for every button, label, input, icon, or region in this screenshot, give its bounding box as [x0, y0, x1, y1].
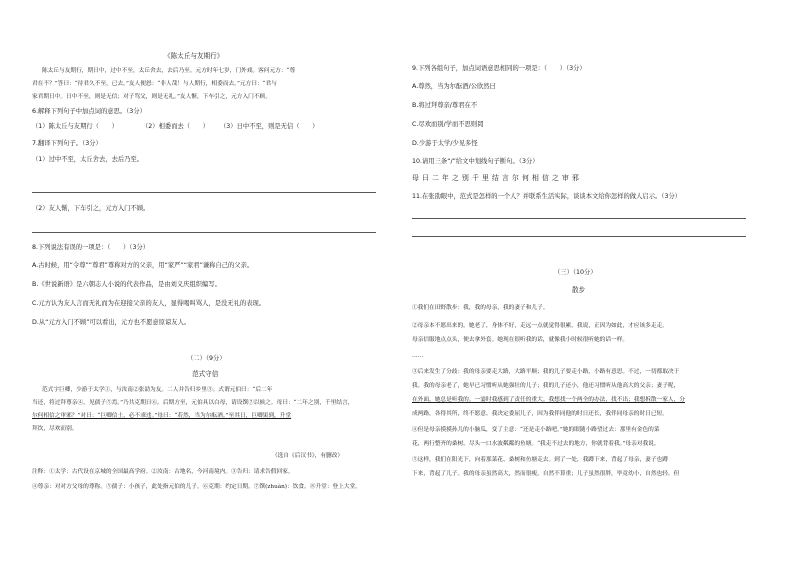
question-11: 11.在张劭眼中，范式是怎样的一个人？并联系生活实际，谈谈本文给你怎样的做人启示。（3分）	[412, 193, 682, 200]
passage-3-para: 我。我的母亲老了，她早已习惯听从她强壮的儿子；我的儿子还小，他还习惯听从他高大的父亲；妻子呢，	[412, 383, 680, 389]
passage-3-para: ③后来发生了分歧：我的母亲要走大路，大路平顺；我的儿子要走小路，小路有意思。不过，一切都取决于	[412, 369, 680, 375]
passage-3-para: ④但是母亲摸摸孙儿的小脑瓜，变了主意：“还是走小路吧。”她的眼随小路望过去：那里有金色的菜	[412, 427, 660, 433]
q7-sentence-1: （1）过中不至，太丘舍去，去后乃至。	[32, 156, 144, 163]
q8-option-b: B.《世说新语》是六朝志人小说的代表作品，是由刘义庆组织编写。	[32, 281, 221, 288]
q6-item: （1）陈太丘与友期行（ ）	[32, 123, 118, 130]
section-3-heading: （三）（10分）	[554, 269, 597, 276]
passage-2-line: 当还，将过拜尊亲④，见孺子⑤焉。”乃共克期日⑥。后期方至，元伯具以白母，请设馔⑦以候之。母曰：“二年之别，千里结言，	[32, 400, 354, 406]
passage-3-para: 成两路，各得其所，终不愿意。我决定委屈儿子，因为我伴同他的时日还长，我伴同母亲的时日已短。	[412, 411, 668, 417]
passage-3-title: 散步	[572, 286, 586, 294]
annotation-line: 注释：①太学：古代设在京城的全国最高学府。②汝南：古地名，今河南境内。③告归：请求告假回家。	[32, 469, 294, 475]
passage-2-line: 拜饮，尽欢而别。	[32, 426, 78, 432]
passage-2-line: 尔何相信之审邪？”对曰：“巨卿信士，必不乖违。”母曰：“若然，当为尔酝酒。”至其日，巨卿果到，升堂	[32, 413, 292, 419]
source-note: （选自《后汉书》，有删改）	[272, 453, 344, 459]
passage-line: 家君期日中。日中不至，则是无信；对子骂父，则是无礼。”友人惭，下车引之，元方入门不顾。	[32, 94, 271, 100]
question-9: 9.下列各组句子，加点词语意思相同的一项是：（ ）（3分）	[412, 65, 586, 72]
q9-option-b: B.将过拜尊亲/尊君在不	[412, 102, 478, 109]
answer-line	[32, 232, 376, 233]
passage-3-para: ②母亲本不愿出来的。她老了，身体不好，走远一点就觉得很累。我说，正因为如此，才应该多走走。	[412, 323, 668, 329]
answer-line	[412, 218, 746, 219]
answer-line	[412, 236, 746, 237]
passage-3-para: 母亲信服地点点头，便去拿外套。她现在很听我的话，就像我小时候很听她的话一样。	[412, 337, 629, 343]
passage-3-para: 在外面，她总是听我的。一霎时我感到了责任的重大。我想找一个两全的办法，找不出；我想拆散一家人，分	[412, 397, 685, 403]
passage-3-para: ……	[412, 353, 424, 359]
passage-line: 君在不？”答曰：“待君久不至，已去。”友人便怒：“非人哉！与人期行，相委而去。”元方曰：“君与	[32, 81, 277, 87]
q8-option-a: A.古时候，用“令尊”“尊君”尊称对方的父亲，用“家严”“家君”谦称自己的父亲。	[32, 262, 254, 269]
q8-option-c: C.元方认为友人言而无礼而为在迎接父亲的友人，显得喝叫骂人，是没无礼的表现。	[32, 300, 266, 307]
passage-2-line: 范式字巨卿，少游于太学①，与汝南②张劭为友。二人并告归乡里③。式谓元伯曰：“后二年	[42, 387, 273, 393]
q9-option-a: A.尊然，当为尔酝酒/公欣然曰	[412, 83, 496, 90]
q9-option-c: C.尽欢而别/学而不思则罔	[412, 121, 484, 128]
question-10: 10.请用三条“/”给文中划线句子断句。（3分）	[412, 158, 539, 165]
passage-2-title: 范式守信	[192, 370, 219, 378]
question-7: 7.翻译下列句子。（3分）	[32, 140, 102, 147]
q8-option-d: D.从“元方入门不顾”可以看出，元方也不愿意原谅友人。	[32, 319, 191, 326]
passage-title: 《陈太丘与友期行》	[164, 52, 224, 60]
q10-sentence: 母曰二年之别千里结言尔何相信之审邪	[412, 174, 582, 182]
section-2-heading: （二）（9分）	[187, 355, 226, 362]
question-8: 8.下列说法有误的一项是：（ ）（3分）	[32, 244, 150, 251]
annotation-line: ④尊亲：对对方父母的尊称。⑤孺子：小孩子，此处指元伯的儿子。⑥克期：约定日期。⑦馔(zhuàn)：饮食。⑧升堂：登上大堂。	[32, 484, 361, 490]
passage-3-para: ⑤这样，我们在阳光下，向着那菜花、桑树和鱼塘走去。到了一处，我蹲下来，背起了母亲，妻子也蹲	[412, 457, 668, 463]
question-6: 6.解释下列句子中加点词的意思。（3分）	[32, 108, 146, 115]
passage-3-para: 下来，背起了儿子。我的母亲虽然高大，然而很瘦，自然不算重；儿子虽然很胖，毕竟幼小，自然也轻。但	[412, 471, 680, 477]
passage-3-para: 花，两行整齐的桑树，尽头一口水波粼粼的鱼塘。“我走不过去的地方，你就背着我。”母亲对我说。	[412, 441, 660, 447]
q6-item: （2）相委而去（ ）	[142, 123, 209, 130]
q6-item: （3）日中不至，则是无信（ ）	[220, 123, 319, 130]
q7-sentence-2: （2）友人惭，下车引之，元方入门不顾。	[32, 205, 150, 212]
passage-3-para: ①我们在田野散步：我，我的母亲，我的妻子和儿子。	[412, 305, 549, 311]
answer-line	[32, 192, 376, 193]
passage-line: 陈太丘与友期行，期日中，过中不至，太丘舍去，去后乃至。元方时年七岁，门外戏。客问元方：“尊	[42, 68, 296, 74]
q9-option-d: D.少游于太学/少见多怪	[412, 140, 478, 147]
